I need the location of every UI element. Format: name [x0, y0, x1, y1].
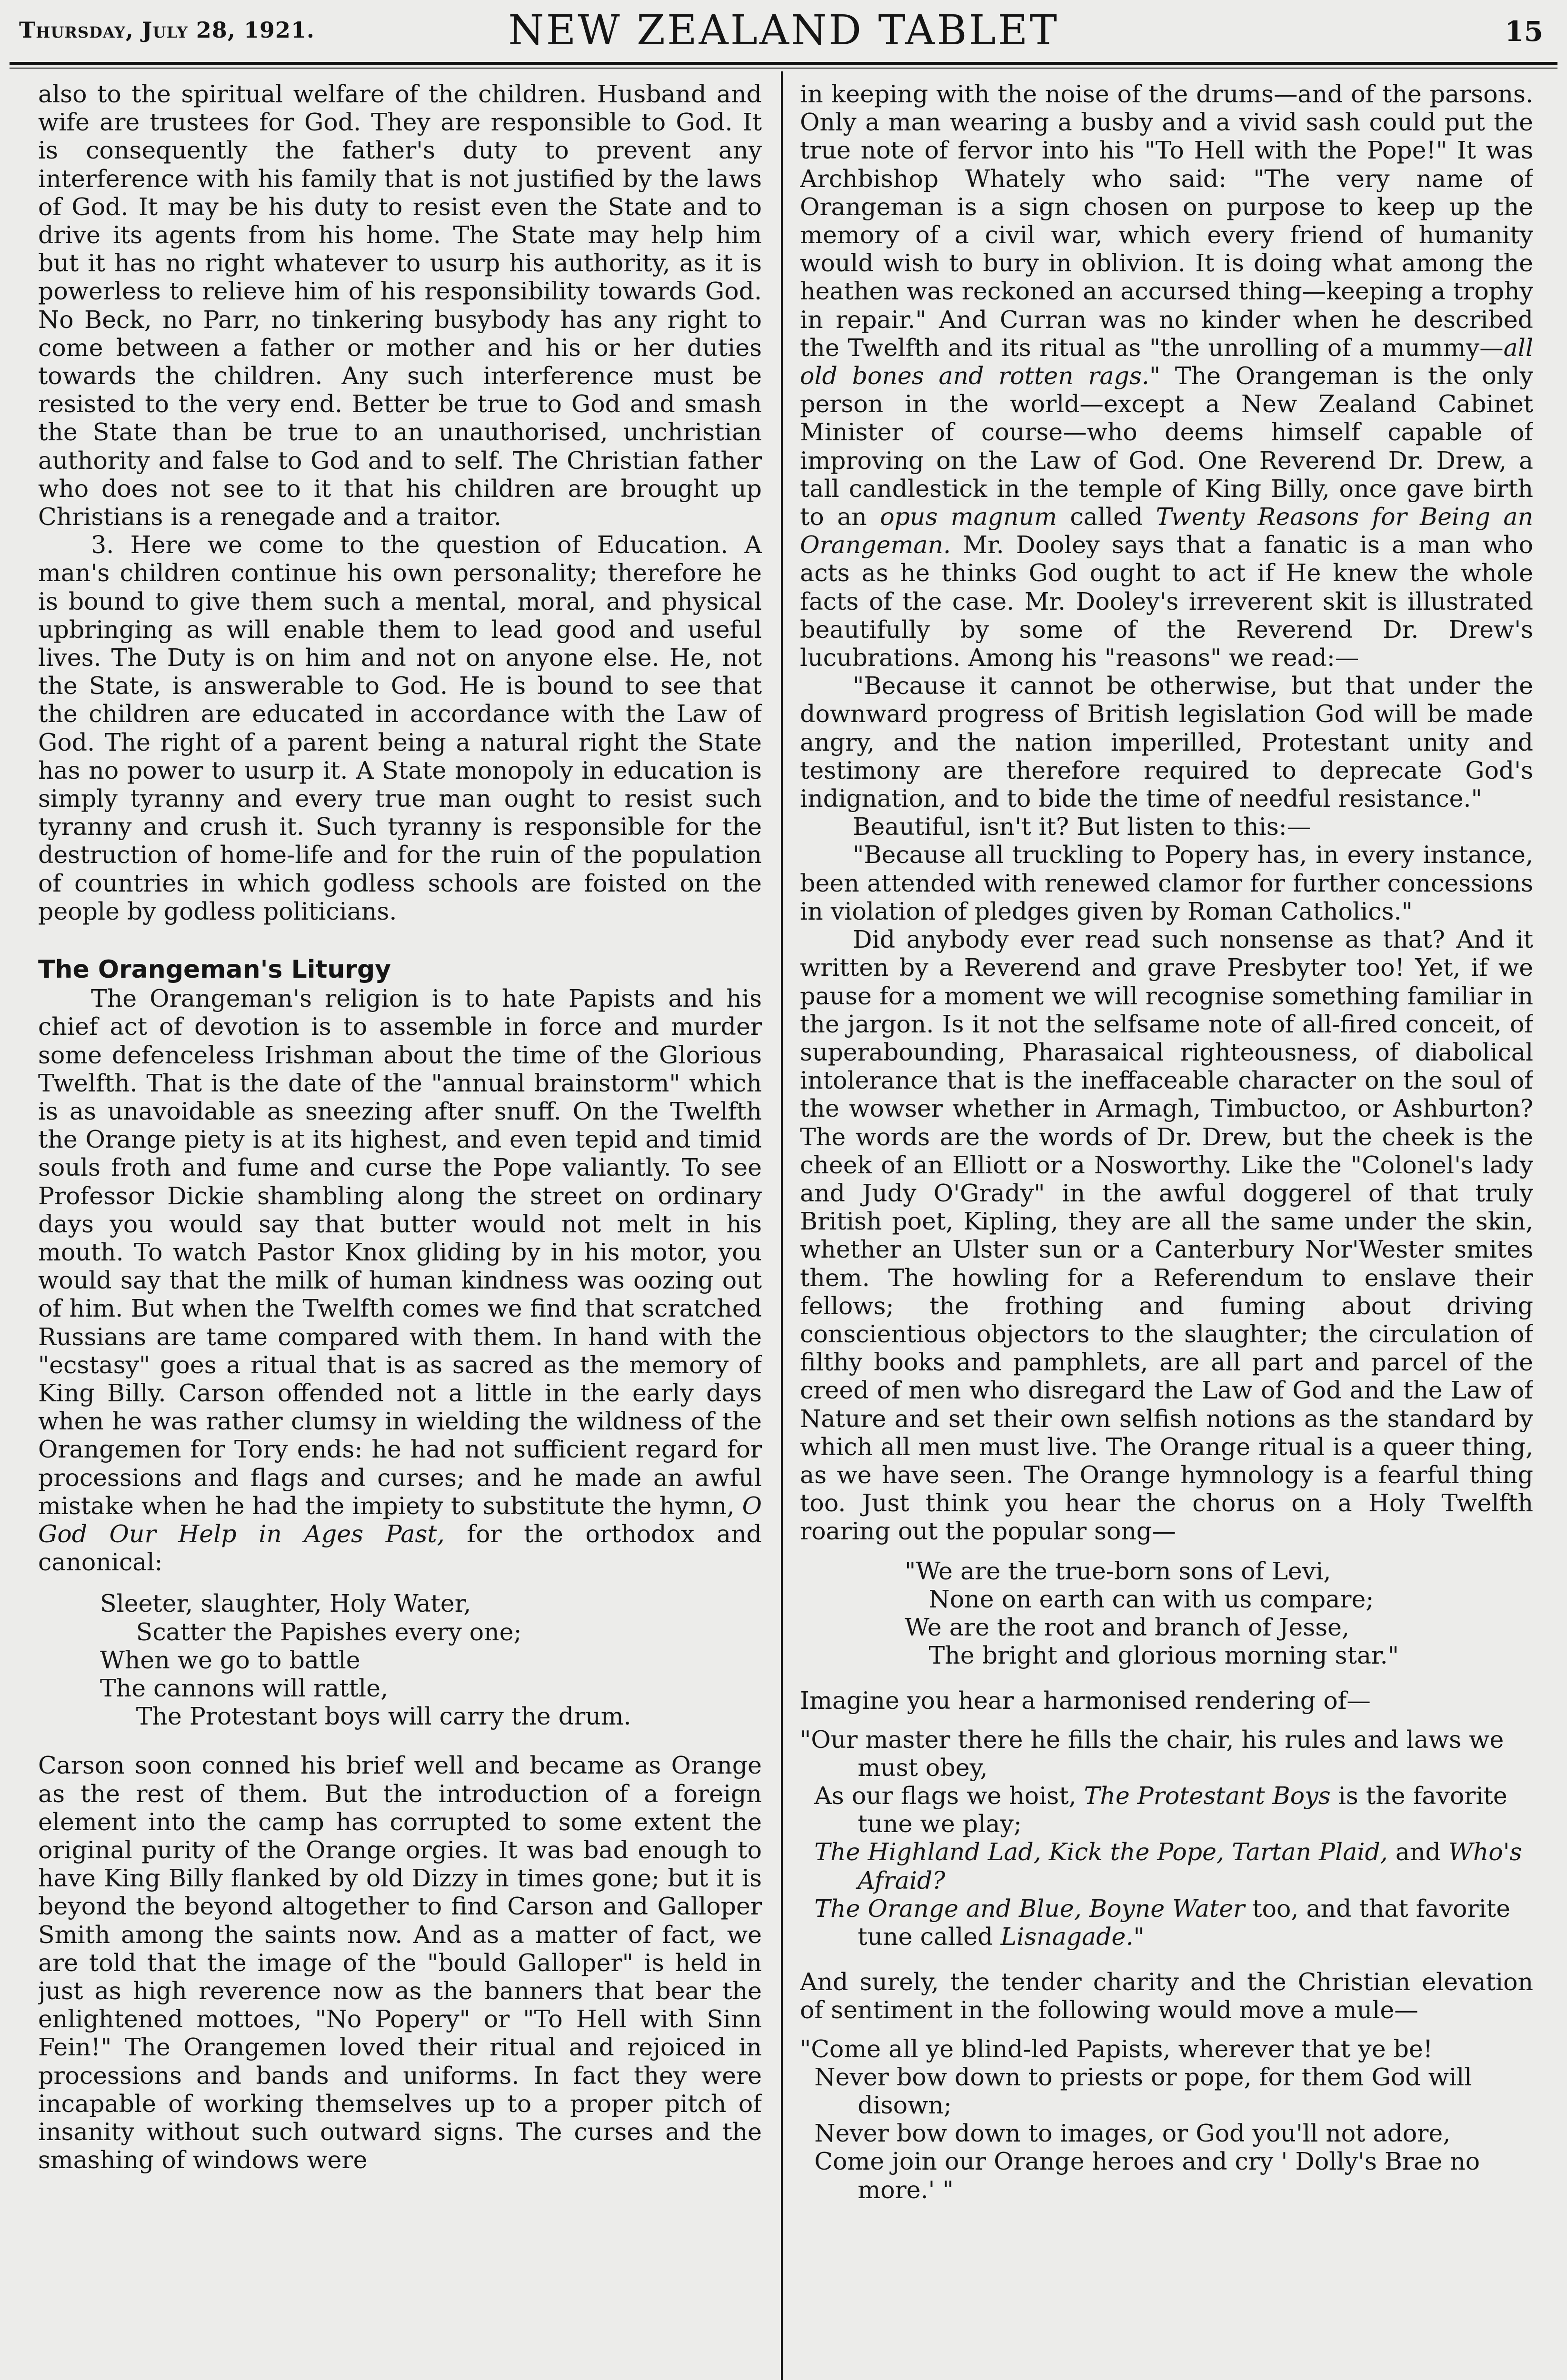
left-column	[38, 80, 762, 2380]
page-number: 15	[1505, 15, 1543, 48]
verse-line: The bright and glorious morning star."	[928, 1641, 1399, 1670]
verse-line: "We are the true-born sons of Levi,	[905, 1557, 1331, 1585]
verse-line: We are the root and branch of Jesse,	[905, 1613, 1349, 1641]
right-column	[800, 80, 1533, 2380]
article-paragraph: And surely, the tender charity and the Christian elevation of sentiment in the following would move a mule—	[800, 1968, 1533, 2024]
italic-phrase: opus magnum	[880, 503, 1057, 531]
article-paragraph: Did anybody ever read such nonsense as that? And it written by a Reverend and grave Presbyter too! Yet, if we pause for a moment we will recognise something familiar in the jargon. Is it not the selfsame note of all-fired conceit, of superabounding, Pharasaical righteousness, of diabolical intolerance that is the ineffaceable character on the soul of the wowser whether in Armagh, Timbuctoo, or Ashburton? The words are the words of Dr. Drew, but the cheek is the cheek of an Elliott or a Nosworthy. Like the "Colonel's lady and Judy O'Grady" in the awful doggerel of that truly British poet, Kipling, they are all the same under the skin, whether an Ulster sun or a Canterbury Nor'Wester smites them. The howling for a Referendum to enslave their fellows; the frothing and fuming about driving conscientious objectors to the slaughter; the circulation of filthy books and pamphlets, are all part and parcel of the creed of men who disregard the Law of God and the Law of Nature and set their own selfish notions as the standard by which all men must live. The Orange ritual is a queer thing, as we have seen. The Orange hymnology is a fearful thing too. Just think you hear the chorus on a Holy Twelfth roaring out the popular song—	[800, 925, 1533, 1546]
quotation: "Because it cannot be otherwise, but that under the downward progress of British legislation God will be made angry, and the nation imperilled, Protestant unity and testimony are therefore required to deprecate God's indignation, and to bide the time of needful resistance."	[800, 672, 1533, 813]
song-text: "	[1133, 1923, 1145, 1951]
song-text: As our flags we hoist,	[814, 1781, 1077, 1810]
issue-date: Thursday, July 28, 1921.	[19, 17, 315, 43]
song-text: is the favorite tune we play;	[858, 1781, 1507, 1838]
masthead-rule	[10, 62, 1557, 65]
article-paragraph	[800, 80, 1533, 672]
verse-line: The Protestant boys will carry the drum.	[136, 1702, 631, 1731]
masthead	[10, 4, 1557, 61]
verse-line: The cannons will rattle,	[100, 1674, 389, 1702]
paragraph-text: The Orangeman's religion is to hate Papists and his chief act of devotion is to assemble in force and murder some defenceless Irishman about the time of the Glorious Twelfth. That is the date of the "annual brainstorm" which is as unavoidable as sneezing after snuff. On the Twelfth the Orange piety is at its highest, and even tepid and timid souls froth and fume and curse the Pope valiantly. To see Professor Dickie shambling along the street on ordinary days you would say that butter would not melt in his mouth. To watch Pastor Knox gliding by in his motor, you would say that the milk of human kindness was oozing out of him. But when the Twelfth comes we find that scratched Russians are tame compared with them. In hand with the "ecstasy" goes a ritual that is as sacred as the memory of King Billy. Carson offended not a little in the early days when he was rather clumsy in wielding the wildness of the Orangemen for Tory ends: he had not sufficient regard for processions and flags and curses; and he made an awful mistake when he had the impiety to substitute the hymn,	[38, 984, 762, 1520]
article-paragraph: also to the spiritual welfare of the children. Husband and wife are trustees for God. They are responsible to God. It is consequently the father's duty to prevent any interference with his family that is not justified by the laws of God. It may be his duty to resist even the State and to drive its agents from his home. The State may help him but it has no right whatever to usurp his authority, as it is powerless to relieve him of his responsibility towards God. No Beck, no Parr, no tinkering busybody has any right to come between a father or mother and his or her duties towards the children. Any such interference must be resisted to the very end. Better be true to God and smash the State than be true to an unauthorised, unchristian authority and false to God and to self. The Christian father who does not see to it that his children are brought up Christians is a renegade and a traitor.	[38, 80, 762, 531]
article-paragraph: Beautiful, isn't it? But listen to this:—	[853, 813, 1311, 841]
verse-line: Sleeter, slaughter, Holy Water,	[100, 1589, 471, 1618]
paragraph-text: " The Orangeman is the only person in the world—except a New Zealand Cabinet Minister of course—who deems himself capable of improving on the Law of God. One Reverend Dr. Drew, a tall candlestick in the temple of King Billy, once gave birth to an	[800, 362, 1533, 531]
quotation: "Because all truckling to Popery has, in every instance, been attended with renewed clamor for further concessions in violation of pledges given by Roman Catholics."	[800, 841, 1533, 925]
tune-title: Who's Afraid?	[858, 1838, 1522, 1894]
hymn-title: O God Our Help in Ages Past,	[38, 1491, 762, 1548]
song-line: "Come all ye blind-led Papists, wherever that ye be!	[800, 2034, 1433, 2063]
paragraph-text: Mr. Dooley says that a fanatic is a man who acts as he thinks God ought to act if He knew the whole facts of the case. Mr. Dooley's irreverent skit is illustrated beautifully by some of the Reverend Dr. Drew's lucubrations. Among his "reasons" we read:—	[800, 531, 1533, 672]
article-paragraph: 3. Here we come to the question of Education. A man's children continue his own personality; therefore he is bound to give them such a mental, moral, and physical upbringing as will enable them to lead good and useful lives. The Duty is on him and not on anyone else. He, not the State, is answerable to God. He is bound to see that the children are educated in accordance with the Law of God. The right of a parent being a natural right the State has no power to usurp it. A State monopoly in education is simply tyranny and every true man ought to resist such tyranny and crush it. Such tyranny is responsible for the destruction of home-life and for the ruin of the population of countries in which godless schools are foisted on the people by godless politicians.	[38, 531, 762, 925]
tune-title: Lisnagade.	[1000, 1923, 1134, 1951]
song-line: "Our master there he fills the chair, his rules and laws we must obey,	[800, 1725, 1504, 1782]
verse-line: None on earth can with us compare;	[928, 1585, 1374, 1613]
song-line: Come join our Orange heroes and cry ' Dolly's Brae no more.' "	[814, 2147, 1480, 2204]
tune-title: The Orange and Blue, Boyne Water	[814, 1894, 1245, 1923]
article-paragraph	[38, 984, 762, 1576]
song-line	[800, 1838, 1533, 1894]
paragraph-text: in keeping with the noise of the drums—and of the parsons. Only a man wearing a busby and a vivid sash could put the true note of fervor into his "To Hell with the Pope!" It was Archbishop Whately who said: "The very name of Orangeman is a sign chosen on purpose to keep up the memory of a civil war, which every friend of humanity would wish to bury in oblivion. It is doing what among the heathen was reckoned an accursed thing—keeping a trophy in repair." And Curran was no kinder when he described the Twelfth and its ritual as "the unrolling of a mummy—	[800, 80, 1533, 362]
song-text: too, and that favorite tune called	[858, 1894, 1510, 1951]
column-divider	[781, 71, 783, 2380]
italic-quote: all old bones and rotten rags.	[800, 333, 1533, 390]
verse-block	[905, 1557, 1533, 1670]
tune-title: The Protestant Boys	[1084, 1781, 1331, 1810]
song-line: Never bow down to images, or God you'll not adore,	[814, 2119, 1451, 2148]
tune-title: The Highland Lad, Kick the Pope, Tartan Plaid,	[814, 1838, 1388, 1866]
song-line: Never bow down to priests or pope, for them God will disown;	[814, 2063, 1472, 2120]
song-text: and	[1395, 1838, 1441, 1866]
section-heading: The Orangeman's Liturgy	[38, 955, 391, 984]
verse-line: When we go to battle	[100, 1646, 360, 1674]
paragraph-text: called	[1070, 503, 1143, 531]
verse-line: Scatter the Papishes every one;	[136, 1617, 522, 1646]
newspaper-title: NEW ZEALAND TABLET	[508, 7, 1059, 54]
song-line	[800, 1782, 1533, 1838]
song-block	[800, 2035, 1533, 2204]
book-title: Twenty Reasons for Being an Orangeman.	[800, 503, 1533, 559]
song-line	[800, 1894, 1533, 1951]
paragraph-text: for the orthodox and canonical:	[38, 1519, 762, 1577]
song-block	[800, 1726, 1533, 1951]
verse-block	[100, 1589, 762, 1730]
article-paragraph: Carson soon conned his brief well and became as Orange as the rest of them. But the introduction of a foreign element into the camp has corrupted to some extent the original purity of the Orange orgies. It was bad enough to have King Billy flanked by old Dizzy in times gone; but it is beyond the beyond altogether to find Carson and Galloper Smith among the saints now. And as a matter of fact, we are told that the image of the "bould Galloper" is held in just as high reverence now as the banners that bear the enlightened mottoes, "No Popery" or "To Hell with Sinn Fein!" The Orangemen loved their ritual and rejoiced in processions and bands and uniforms. In fact they were incapable of working themselves up to a proper pitch of insanity without such outward signs. The curses and the smashing of windows were	[38, 1751, 762, 2174]
article-paragraph: Imagine you hear a harmonised rendering of—	[800, 1686, 1371, 1715]
masthead-rule-thin	[10, 68, 1557, 69]
